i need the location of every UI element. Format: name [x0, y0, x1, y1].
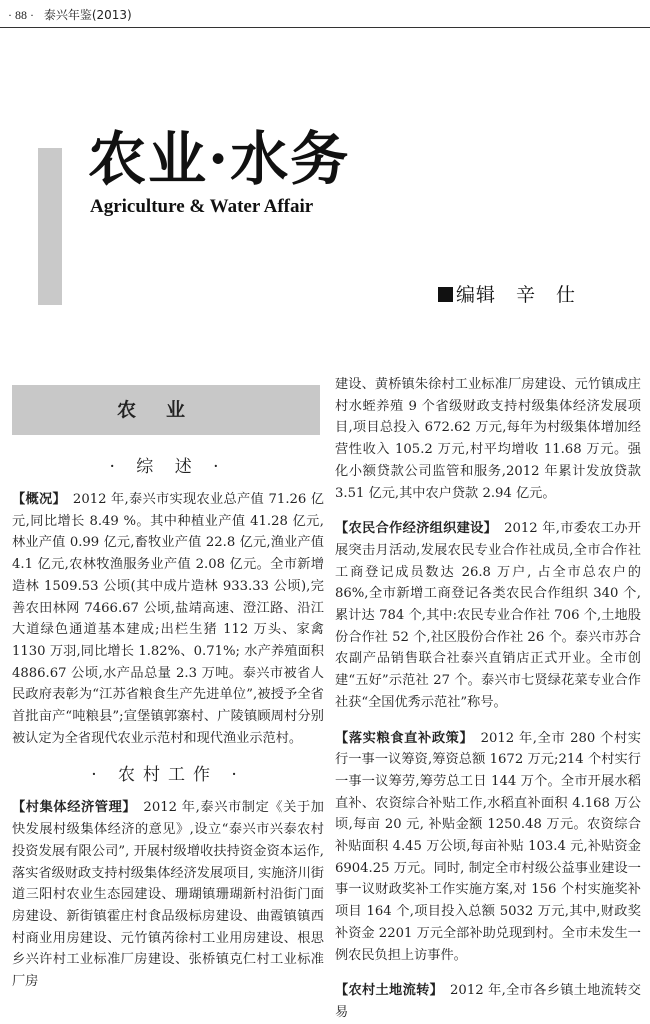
running-header — [8, 6, 132, 23]
paragraph-grain-subsidy — [335, 728, 641, 967]
book-title: 泰兴年鉴(2013) — [43, 8, 132, 22]
paragraph-collective-economy — [12, 797, 324, 992]
paragraph-keyword: 【概况】 — [12, 492, 60, 507]
paragraph-keyword: 【农民合作经济组织建设】 — [335, 521, 491, 537]
editor-name: 编辑 辛 仕 — [456, 284, 577, 306]
paragraph-overview — [12, 489, 324, 749]
chapter-subtitle: Agriculture & Water Affair — [90, 196, 314, 217]
paragraph-text: 2012 年,市委农工办开展突击月活动,发展农民专业合作社成员,全市合作社工商登记成员数达 26.8 万户, 占全市总农户的 86%,全市新增工商登记各类农民合作组织 340 个,累计达 784 个,其中:农民专业合作社 706 个,土地股份合作社 52 个,社区股份合作社 26 个。泰兴市苏合农副产品销售联合社泰兴直销店正式开业。全市创建“五好”示范社 27 个。泰兴市七贤绿花菜专业合作社获“全国优秀示范社”称号。 — [335, 521, 641, 710]
page-number: · 88 · — [8, 8, 34, 22]
paragraph-keyword: 【落实粮食直补政策】 — [335, 730, 467, 746]
paragraph-cooperatives — [335, 518, 641, 713]
paragraph-collective-economy-cont: 建设、黄桥镇朱徐村工业标准厂房建设、元竹镇成庄村水蛭养殖 9 个省级财政支持村级集体经济发展项目,项目总投入 672.62 万元,每年为村级集体增加经营性收入 105.2 万元,村平均增收 11.68 万元。强化小额贷款公司监管和服务,2012 年累计发放贷款 3.51 亿元,其中农户贷款 2.94 亿元。 — [335, 377, 641, 501]
subsection-heading: · 农村工作 · — [91, 765, 245, 786]
paragraph-text: 2012 年,全市各乡镇土地流转交易 — [335, 983, 641, 1020]
editor-credit — [438, 280, 576, 307]
chapter-title: 农业·水务 — [88, 125, 351, 193]
paragraph-keyword: 【农村土地流转】 — [335, 983, 437, 999]
paragraph-land-transfer — [335, 980, 641, 1023]
paragraph-text: 2012 年,全市 280 个村实行一事一议筹资,筹资总额 1672 万元;214 个村实行一事一议筹劳,筹劳总工日 144 万个。全市开展水稻直补、农资综合补贴工作,水稻直补面积 4.168 万公顷,每亩 20 元, 补贴金额 1250.48 万元。农资综合补贴面积 4.45 万公顷,每亩补贴 103.4 元,补贴资金 6904.25 万元。同时, 制定全市村级公益事业建设一事一议财政奖补工作实施方案,对 156 个村实施奖补项目 164 个,项目投入总额 5032 万元,其中,财政奖补资金 2201 万元全部补助兑现到村。全市未发生一例农民负担上访事件。 — [335, 730, 641, 963]
paragraph-keyword: 【村集体经济管理】 — [12, 800, 130, 816]
subsection-heading: · 综 述 · — [109, 457, 227, 477]
decorative-bar — [38, 148, 62, 305]
header-rule — [0, 27, 650, 28]
section-heading: 农业 — [12, 385, 320, 435]
paragraph-text: 2012 年,泰兴市实现农业总产值 71.26 亿元,同比增长 8.49 %。其中种植业产值 41.28 亿元,林业产值 0.99 亿元,畜牧业产值 22.8 亿元,渔业产值 4.1 亿元,农林牧渔服务业产值 2.08 亿元。全市新增造林 1509.53 公顷(其中成片造林 933.33 公顷),完善农田林网 7466.67 公顷,盐靖高速、澄江路、沿江大道绿色通道基本建成;出栏生猪 112 万头、家禽 1130 万羽,同比增长 1.82%、0.71%; 水产养殖面积 4886.67 公顷,水产品总量 2.3 万吨。泰兴市被省人民政府表彰为“江苏省粮食生产先进单位”,被授予全省首批亩产“吨粮县”;宣堡镇郭寨村、广陵镇顾周村分别被认定为全省现代农业示范村和现代渔业示范村。 — [12, 492, 324, 746]
right-column — [335, 374, 641, 1024]
square-bullet-icon — [438, 287, 453, 302]
paragraph-text: 2012 年,泰兴市制定《关于加快发展村级集体经济的意见》,设立“泰兴市兴泰农村投资发展有限公司”, 开展村级增收扶持资金资本运作,落实省级财政支持村级集体经济发展项目, 实施济川街道三阳村农业生态园建设、珊瑚镇珊瑚新村沿街门面房建设、新街镇霍庄村食品级标房建设、曲霞镇镇西村商业用房建设、元竹镇芮徐村工业用房建设、根思乡兴许村工业标准厂房建设、张桥镇克仁村工业标准厂房 — [12, 800, 324, 990]
left-column — [12, 385, 324, 993]
